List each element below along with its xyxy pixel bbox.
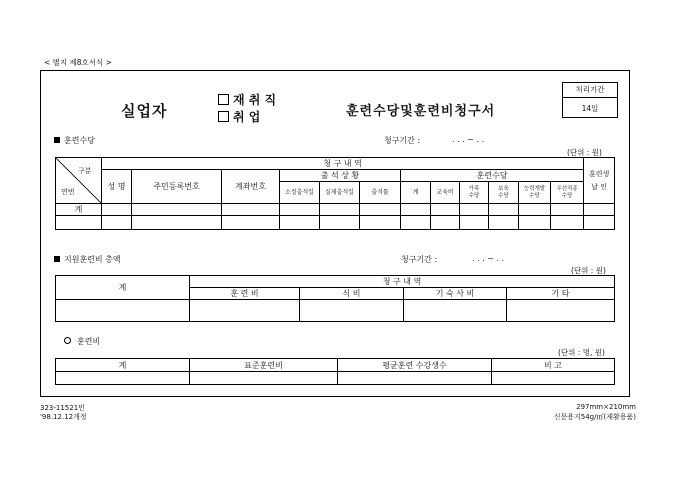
col-dormitory: 기 숙 사 비 bbox=[404, 288, 507, 300]
form-title: 훈련수당및훈련비청구서 bbox=[346, 104, 496, 119]
col-standard-fee: 표준훈련비 bbox=[190, 359, 338, 372]
circle-bullet-icon bbox=[64, 337, 71, 344]
form-subject: 실업자 bbox=[121, 102, 168, 120]
standard-cost-table bbox=[55, 358, 615, 385]
table-row bbox=[56, 372, 615, 385]
diag-top-label: 구분 bbox=[78, 167, 92, 175]
section2-period-label: 청구기간 : bbox=[401, 255, 438, 264]
claim-header: 청 구 내 역 bbox=[102, 158, 584, 170]
square-bullet-icon bbox=[54, 256, 60, 262]
col-training-fee: 훈 련 비 bbox=[190, 288, 300, 300]
diag-bottom-label: 연번 bbox=[61, 188, 75, 196]
processing-value: 14일 bbox=[581, 104, 599, 113]
section2-period-value: . . . ~ . . bbox=[472, 254, 505, 263]
claim-header-2: 청 구 내 역 bbox=[190, 276, 615, 288]
table-row bbox=[56, 216, 615, 230]
col-childcare: 보육 수당 bbox=[489, 182, 519, 204]
footer-paper-type: 신문용지54g/㎡(재활용품) bbox=[553, 413, 636, 421]
col-other: 기 타 bbox=[507, 288, 615, 300]
col-allowance-total: 계 bbox=[401, 182, 431, 204]
col-skill-dev: 능력개발 수당 bbox=[519, 182, 551, 204]
col-actual-attendance: 실제출석일 bbox=[320, 182, 360, 204]
col-remarks: 비 고 bbox=[492, 359, 615, 372]
col-priority-job: 우선직종 수당 bbox=[551, 182, 584, 204]
col-family: 가족 수당 bbox=[460, 182, 489, 204]
col-scheduled-attendance: 소정출석일 bbox=[280, 182, 320, 204]
col-name: 성 명 bbox=[102, 170, 132, 204]
footer-code: 323-11521민 bbox=[40, 404, 85, 412]
section3-title: 훈련비 bbox=[64, 336, 100, 347]
col-education: 교육비 bbox=[431, 182, 460, 204]
col-resident-id: 주민등록번호 bbox=[132, 170, 222, 204]
processing-period-box bbox=[562, 82, 618, 118]
training-cost-table bbox=[55, 275, 615, 322]
checkbox-reemployment[interactable] bbox=[218, 94, 229, 105]
option-reemployment[interactable]: 재 취 직 bbox=[218, 91, 276, 108]
table-row bbox=[56, 300, 615, 322]
section1-unit: (단위 : 원) bbox=[567, 148, 602, 157]
col-total: 계 bbox=[56, 276, 190, 300]
section3-unit: (단위 : 명, 원) bbox=[558, 348, 605, 357]
footer-paper-size: 297mm×210mm bbox=[576, 403, 636, 411]
square-bullet-icon bbox=[54, 137, 60, 143]
form-number: < 별지 제8호서식 > bbox=[44, 58, 112, 67]
allowance-table bbox=[55, 157, 615, 230]
allowance-header: 훈련수당 bbox=[401, 170, 584, 182]
section2-unit: (단위 : 원) bbox=[571, 266, 606, 275]
col-attendance-rate: 출석률 bbox=[360, 182, 401, 204]
section2-title: 지원훈련비 총액 bbox=[54, 254, 121, 265]
trainee-seal-header: 훈련생 날 인 bbox=[584, 158, 615, 204]
section1-period-value: . . . ~ . . bbox=[452, 135, 485, 144]
footer-revision: '98.12.12개정 bbox=[40, 413, 87, 421]
col-total-3: 계 bbox=[56, 359, 190, 372]
option-employment[interactable]: 취 업 bbox=[218, 108, 260, 125]
col-account: 계좌번호 bbox=[222, 170, 280, 204]
section1-title: 훈련수당 bbox=[54, 135, 95, 146]
diag-header-cell bbox=[56, 158, 102, 204]
section1-period-label: 청구기간 : bbox=[384, 136, 421, 145]
col-avg-trainees: 평균훈련 수강생수 bbox=[338, 359, 492, 372]
attendance-header: 출 석 상 황 bbox=[280, 170, 401, 182]
total-row-label: 계 bbox=[56, 204, 102, 216]
table-row bbox=[56, 204, 615, 216]
processing-label: 처리기간 bbox=[563, 83, 617, 98]
checkbox-employment[interactable] bbox=[218, 111, 229, 122]
col-meal: 식 비 bbox=[300, 288, 404, 300]
